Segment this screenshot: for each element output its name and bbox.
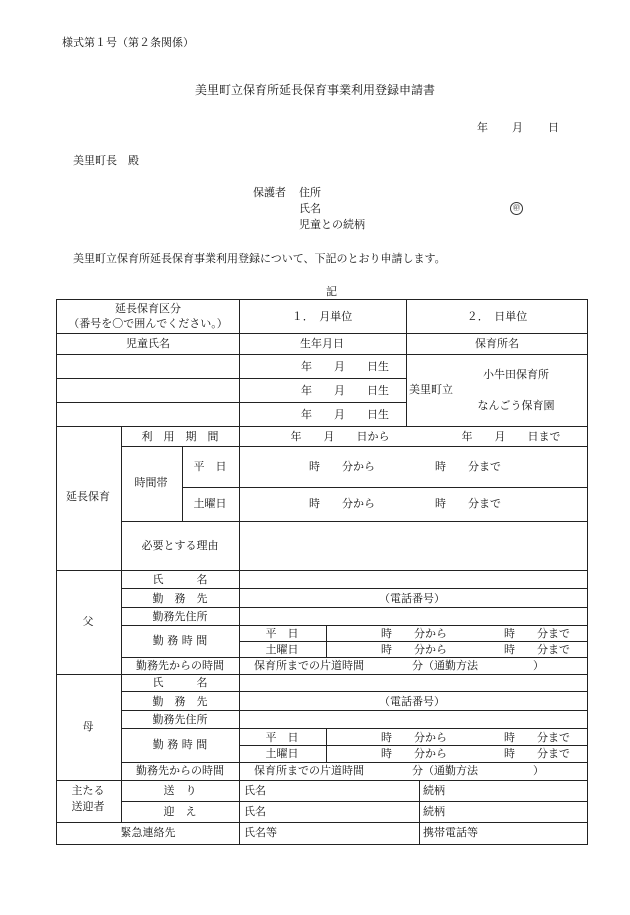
guardian-address: 住所: [299, 186, 321, 199]
mother-commute-time: 保育所までの片道時間: [254, 764, 364, 777]
father-commute-method: 分（通勤方法 ）: [412, 659, 544, 672]
mother-commute-method: 分（通勤方法 ）: [412, 764, 544, 777]
mother-hours-label: 勤 務 時 間: [152, 738, 208, 751]
father-saturday-from: 時 分から: [381, 643, 447, 656]
guardian-relation: 児童との続柄: [299, 218, 365, 231]
guardian-label: 保護者: [253, 186, 286, 199]
mother-saturday-from: 時 分から: [381, 747, 447, 760]
category-label: 延長保育区分: [115, 302, 181, 315]
time-band-label: 時間帯: [134, 476, 168, 489]
pickup-relation: 続柄: [423, 805, 445, 818]
emergency-mobile: 携帯電話等: [423, 826, 478, 839]
father-work-label: 勤 務 先: [152, 592, 208, 605]
ki-label: 記: [326, 285, 337, 298]
option-daily: ２． 日単位: [466, 310, 528, 323]
intro-text: 美里町立保育所延長保育事業利用登録について、下記のとおり申請します。: [73, 252, 446, 265]
mother-label: 母: [82, 720, 94, 733]
father-weekday-to: 時 分まで: [504, 627, 570, 640]
father-weekday: 平 日: [265, 627, 299, 640]
mother-work-label: 勤 務 先: [152, 695, 208, 708]
dropoff-name: 氏名: [244, 784, 266, 797]
father-phone: （電話番号）: [379, 592, 445, 605]
birthdate-row: 年 月 日生: [301, 408, 389, 421]
father-weekday-from: 時 分から: [381, 627, 447, 640]
reason-label: 必要とする理由: [141, 539, 219, 552]
extended-care-label: 延長保育: [66, 490, 110, 503]
saturday-to: 時 分まで: [435, 497, 501, 510]
father-name-label: 氏 名: [152, 573, 208, 586]
period-label: 利 用 期 間: [141, 430, 219, 443]
period-from: 年 月 日から: [290, 430, 390, 443]
father-saturday: 土曜日: [265, 643, 299, 656]
weekday-to: 時 分まで: [435, 460, 501, 473]
town-label: 美里町立: [409, 383, 453, 396]
date-day: 日: [548, 121, 559, 134]
child-name-header: 児童氏名: [126, 337, 170, 350]
father-label: 父: [82, 615, 94, 628]
nursery-option-2: なんごう保育園: [477, 399, 555, 412]
father-hours-label: 勤 務 時 間: [152, 634, 208, 647]
nursery-header: 保育所名: [475, 337, 519, 350]
mother-weekday-to: 時 分まで: [504, 731, 570, 744]
pickup-label: 迎 え: [163, 805, 197, 818]
mother-phone: （電話番号）: [379, 695, 445, 708]
emergency-name: 氏名等: [244, 826, 277, 839]
period-to: 年 月 日まで: [461, 430, 561, 443]
main-pickup-label-2: 送迎者: [71, 800, 105, 813]
mother-saturday-to: 時 分まで: [504, 747, 570, 760]
dropoff-label: 送 り: [163, 784, 197, 797]
father-commute-label: 勤務先からの時間: [136, 659, 224, 672]
saturday-from: 時 分から: [309, 497, 375, 510]
father-commute-time: 保育所までの片道時間: [254, 659, 364, 672]
father-work-address-label: 勤務先住所: [152, 610, 208, 623]
mother-weekday-from: 時 分から: [381, 731, 447, 744]
nursery-option-1: 小牛田保育所: [483, 368, 549, 381]
date-month: 月: [512, 121, 523, 134]
birthdate-row: 年 月 日生: [301, 360, 389, 373]
weekday-label: 平 日: [193, 460, 227, 473]
addressee: 美里町長 殿: [73, 154, 139, 167]
date-year: 年: [477, 121, 488, 134]
weekday-from: 時 分から: [309, 460, 375, 473]
page-title: 美里町立保育所延長保育事業利用登録申請書: [194, 83, 436, 97]
mother-weekday: 平 日: [265, 731, 299, 744]
mother-commute-label: 勤務先からの時間: [136, 764, 224, 777]
mother-saturday: 土曜日: [265, 747, 299, 760]
form-number: 様式第１号（第２条関係）: [62, 36, 194, 49]
category-hint: （番号を〇で囲んでください。）: [68, 317, 228, 330]
dropoff-relation: 続柄: [423, 784, 445, 797]
guardian-name: 氏名: [299, 202, 321, 215]
option-monthly: １． 月単位: [291, 310, 353, 323]
birthdate-header: 生年月日: [300, 337, 344, 350]
main-pickup-label: 主たる: [71, 784, 105, 797]
pickup-name: 氏名: [244, 805, 266, 818]
mother-work-address-label: 勤務先住所: [152, 713, 208, 726]
father-saturday-to: 時 分まで: [504, 643, 570, 656]
seal-icon: ㊞: [510, 202, 523, 215]
birthdate-row: 年 月 日生: [301, 384, 389, 397]
saturday-label: 土曜日: [193, 497, 227, 510]
mother-name-label: 氏 名: [152, 676, 208, 689]
emergency-label: 緊急連絡先: [120, 826, 176, 839]
